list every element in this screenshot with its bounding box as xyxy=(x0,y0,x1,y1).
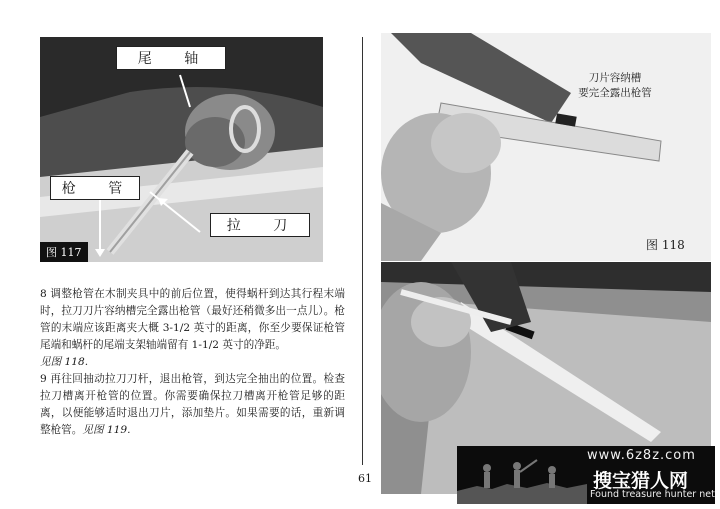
figure-117-label: 图 117 xyxy=(40,242,88,262)
step-8-ref: 见图 118. xyxy=(40,356,89,368)
column-divider xyxy=(362,37,363,465)
caption-line-1: 刀片容纳槽 xyxy=(588,72,642,84)
figure-118-illustration xyxy=(381,33,711,261)
watermark-banner xyxy=(457,446,715,504)
watermark-url: www.6z8z.com xyxy=(587,448,696,463)
watermark-tagline: Found treasure hunter net xyxy=(590,489,715,500)
caption-line-2: 要完全露出枪管 xyxy=(578,87,652,99)
step-8-paragraph xyxy=(40,286,345,371)
figure-118-label: 图 118 xyxy=(646,238,685,252)
figure-118-photo xyxy=(381,33,711,261)
step-8-text: 8 调整枪管在木制夹具中的前后位置，使得蜗杆到达其行程末端时，拉刀刀片容纳槽完全露出枪管（最好还稍微多出一点儿）。枪管的末端应该距离夹大概 3-1/2 英寸的距离，你至少要保证枪管尾端和蜗杆的尾端支架轴端留有 1-1/2 英寸的净距。 xyxy=(40,288,345,351)
callout-tail-axle: 尾 轴 xyxy=(116,46,226,70)
watermark-brand: 搜宝猎人网 xyxy=(593,470,689,492)
step-9-paragraph xyxy=(40,371,345,439)
hunter-silhouette-icon xyxy=(457,446,587,504)
callout-barrel: 枪 管 xyxy=(50,176,140,200)
callout-broach: 拉 刀 xyxy=(210,213,310,237)
figure-118-caption xyxy=(560,71,670,101)
figure-117-photo xyxy=(40,37,323,262)
page-number: 61 xyxy=(358,472,372,485)
body-text xyxy=(40,286,345,439)
step-9-text: 9 再往回抽动拉刀刀杆，退出枪管，到达完全抽出的位置。检查拉刀槽离开枪管的位置。你需要确保拉刀槽离开枪管足够的距离，以便能够适时退出刀片，添加垫片。如果需要的话，重新调整枪管。 xyxy=(40,373,345,436)
step-9-ref: 见图 119. xyxy=(82,424,131,436)
